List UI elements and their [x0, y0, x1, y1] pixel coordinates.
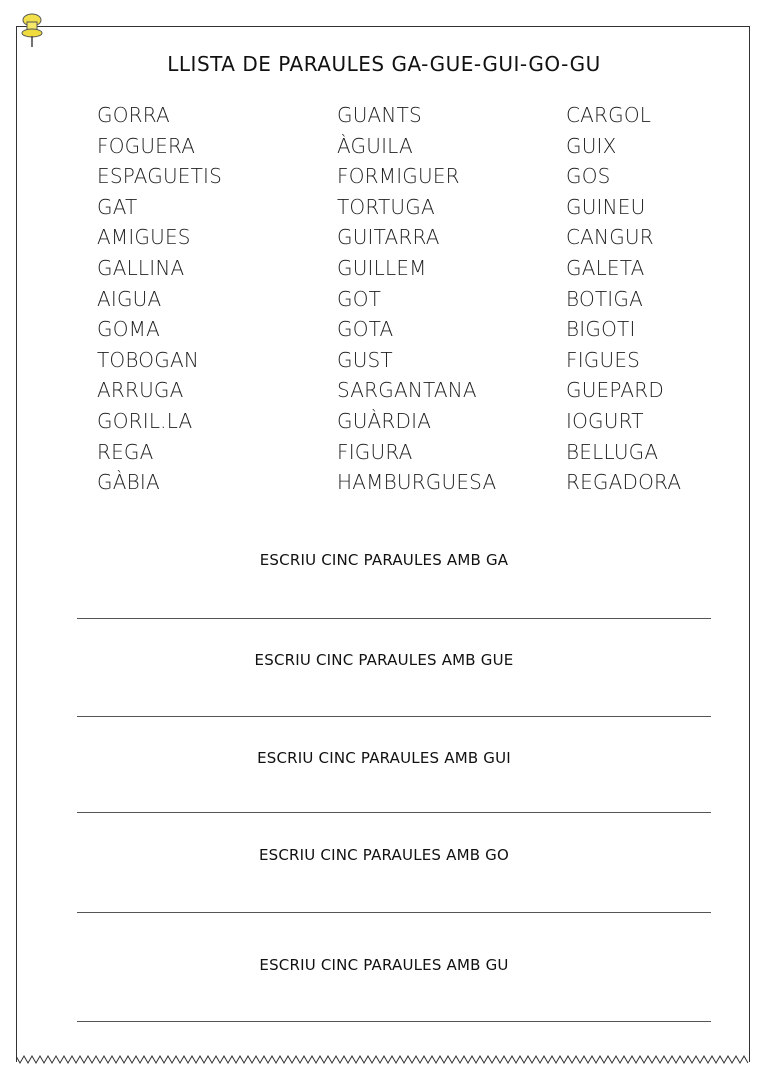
- word-item: GALLINA: [97, 255, 185, 280]
- word-item: SARGANTANA: [337, 378, 477, 403]
- word-item: TORTUGA: [337, 194, 435, 219]
- word-item: FOGUERA: [97, 133, 196, 158]
- word-item: GÀBIA: [97, 470, 160, 495]
- word-item: FIGURA: [337, 439, 413, 464]
- exercise-prompt-gui: ESCRIU CINC PARAULES AMB GUI: [257, 749, 511, 767]
- word-column-3: [566, 100, 681, 498]
- word-item: IOGURT: [566, 408, 644, 433]
- word-item: GUEPARD: [566, 378, 664, 403]
- word-item: ÀGUILA: [337, 133, 413, 158]
- word-item: CARGOL: [566, 103, 652, 127]
- word-item: CANGUR: [566, 225, 654, 250]
- word-item: GUST: [337, 347, 393, 372]
- word-item: GUITARRA: [337, 225, 440, 250]
- word-item: FORMIGUER: [337, 164, 460, 189]
- word-item: GUANTS: [337, 103, 422, 127]
- answer-line-gui[interactable]: [77, 812, 711, 813]
- word-column-2: [337, 100, 496, 498]
- word-item: GOMA: [97, 317, 160, 342]
- word-item: GUILLEM: [337, 255, 427, 280]
- torn-edge: [16, 1052, 750, 1068]
- word-item: BELLUGA: [566, 439, 659, 464]
- page-title: LLISTA DE PARAULES GA-GUE-GUI-GO-GU: [167, 52, 601, 76]
- word-item: REGA: [97, 439, 154, 464]
- word-item: AMIGUES: [97, 225, 191, 250]
- exercise-prompt-gue: ESCRIU CINC PARAULES AMB GUE: [254, 651, 514, 669]
- answer-line-gu[interactable]: [77, 1021, 711, 1022]
- word-item: REGADORA: [566, 470, 682, 495]
- word-item: GUIX: [566, 133, 617, 158]
- word-item: HAMBURGUESA: [337, 470, 497, 495]
- word-item: AIGUA: [97, 286, 162, 311]
- word-item: GAT: [97, 194, 138, 219]
- exercise-prompt-ga: ESCRIU CINC PARAULES AMB GA: [259, 551, 509, 569]
- word-item: GOTA: [337, 317, 394, 342]
- word-item: GOT: [337, 286, 382, 311]
- word-item: BOTIGA: [566, 286, 643, 311]
- word-item: GORIL.LA: [97, 408, 193, 433]
- answer-line-gue[interactable]: [77, 716, 711, 717]
- answer-line-go[interactable]: [77, 912, 711, 913]
- word-item: ESPAGUETIS: [97, 164, 223, 189]
- word-item: GOS: [566, 164, 611, 189]
- word-item: TOBOGAN: [97, 347, 199, 372]
- word-item: GORRA: [97, 103, 170, 127]
- exercise-prompt-go: ESCRIU CINC PARAULES AMB GO: [258, 846, 510, 864]
- answer-line-ga[interactable]: [77, 618, 711, 619]
- pushpin-icon: [18, 12, 46, 48]
- exercise-prompt-gu: ESCRIU CINC PARAULES AMB GU: [259, 956, 509, 974]
- word-item: GUÀRDIA: [337, 408, 432, 433]
- word-item: GALETA: [566, 255, 645, 280]
- word-item: GUINEU: [566, 194, 646, 219]
- word-item: BIGOTI: [566, 317, 636, 342]
- word-item: ARRUGA: [97, 378, 184, 403]
- word-item: FIGUES: [566, 347, 641, 372]
- word-column-1: [97, 100, 222, 498]
